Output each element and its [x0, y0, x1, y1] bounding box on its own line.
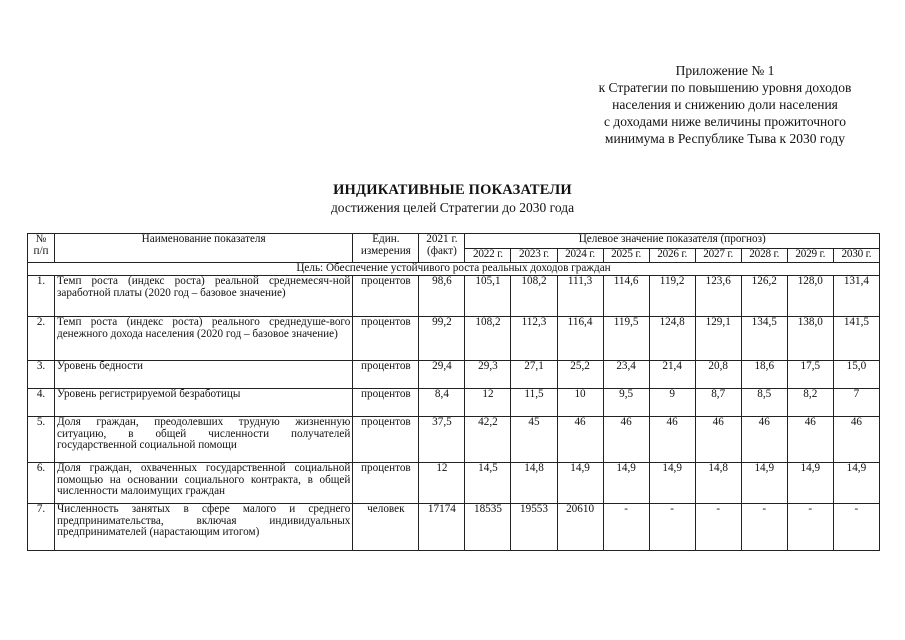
- header-fact-cell: [419, 234, 465, 263]
- target-value-cell: 14,9: [649, 463, 695, 504]
- unit-cell: процентов: [353, 389, 419, 417]
- target-value-cell: 9,5: [603, 389, 649, 417]
- header-name-cell: Наименование показателя: [55, 234, 353, 263]
- appendix-block: [560, 62, 890, 147]
- fact-value-cell: 29,4: [419, 361, 465, 389]
- target-value-cell: -: [603, 504, 649, 551]
- target-value-cell: 14,9: [603, 463, 649, 504]
- indicator-name-cell: Доля граждан, преодолевших трудную жизненную ситуацию, в общей численности получателей государственной социальной помощи: [55, 417, 353, 463]
- target-value-cell: 46: [833, 417, 879, 463]
- target-value-cell: 8,2: [787, 389, 833, 417]
- table-row: [28, 417, 880, 463]
- target-value-cell: 131,4: [833, 276, 879, 317]
- target-value-cell: 108,2: [511, 276, 557, 317]
- target-value-cell: 134,5: [741, 317, 787, 361]
- goal-cell: Цель: Обеспечение устойчивого роста реальных доходов граждан: [28, 263, 880, 276]
- target-value-cell: 10: [557, 389, 603, 417]
- unit-cell: процентов: [353, 361, 419, 389]
- table-row: [28, 361, 880, 389]
- target-value-cell: 46: [603, 417, 649, 463]
- target-value-cell: 42,2: [465, 417, 511, 463]
- header-unit-line1: Един.: [372, 233, 400, 245]
- indicator-name-cell: Доля граждан, охваченных государственной социальной помощью на основании социального контракта, в общей численности малоимущих граждан: [55, 463, 353, 504]
- target-value-cell: 17,5: [787, 361, 833, 389]
- target-value-cell: -: [695, 504, 741, 551]
- target-value-cell: -: [649, 504, 695, 551]
- fact-value-cell: 12: [419, 463, 465, 504]
- table-row: [28, 463, 880, 504]
- target-value-cell: -: [787, 504, 833, 551]
- row-number-cell: 7.: [28, 504, 55, 551]
- indicator-name-cell: Темп роста (индекс роста) реальной среднемесяч-ной заработной платы (2020 год – базовое значение): [55, 276, 353, 317]
- target-value-cell: 19553: [511, 504, 557, 551]
- target-value-cell: 8,5: [741, 389, 787, 417]
- target-value-cell: 45: [511, 417, 557, 463]
- target-value-cell: 14,8: [511, 463, 557, 504]
- fact-value-cell: 99,2: [419, 317, 465, 361]
- row-number-cell: 6.: [28, 463, 55, 504]
- target-value-cell: 14,8: [695, 463, 741, 504]
- indicator-name-cell: Численность занятых в сфере малого и среднего предпринимательства, включая индивидуальных предпринимателей (нарастающим итогом): [55, 504, 353, 551]
- document-title: ИНДИКАТИВНЫЕ ПОКАЗАТЕЛИ: [333, 182, 572, 198]
- indicators-table: [27, 233, 880, 551]
- header-fact-line1: 2021 г.: [426, 233, 458, 245]
- target-value-cell: 46: [557, 417, 603, 463]
- target-value-cell: 108,2: [465, 317, 511, 361]
- target-value-cell: 105,1: [465, 276, 511, 317]
- unit-cell: процентов: [353, 317, 419, 361]
- target-value-cell: 46: [695, 417, 741, 463]
- header-num-line2: п/п: [33, 244, 49, 257]
- unit-cell: процентов: [353, 417, 419, 463]
- target-value-cell: 20610: [557, 504, 603, 551]
- target-value-cell: 46: [741, 417, 787, 463]
- target-value-cell: 138,0: [787, 317, 833, 361]
- target-value-cell: 111,3: [557, 276, 603, 317]
- target-value-cell: 14,9: [557, 463, 603, 504]
- unit-cell: человек: [353, 504, 419, 551]
- indicator-name-cell: Уровень бедности: [55, 361, 353, 389]
- target-value-cell: 14,9: [833, 463, 879, 504]
- fact-value-cell: 17174: [419, 504, 465, 551]
- appendix-line-2: к Стратегии по повышению уровня доходов: [598, 80, 852, 95]
- target-value-cell: 46: [649, 417, 695, 463]
- goal-row: [28, 263, 880, 276]
- target-value-cell: 123,6: [695, 276, 741, 317]
- unit-cell: процентов: [353, 276, 419, 317]
- table-row: [28, 276, 880, 317]
- header-fact-line2: (факт): [426, 244, 457, 257]
- target-value-cell: 9: [649, 389, 695, 417]
- table-row: [28, 389, 880, 417]
- target-value-cell: 18,6: [741, 361, 787, 389]
- target-value-cell: 128,0: [787, 276, 833, 317]
- header-year-cell: 2028 г.: [741, 249, 787, 263]
- target-value-cell: 23,4: [603, 361, 649, 389]
- row-number-cell: 1.: [28, 276, 55, 317]
- target-value-cell: 27,1: [511, 361, 557, 389]
- fact-value-cell: 8,4: [419, 389, 465, 417]
- header-year-cell: 2027 г.: [695, 249, 741, 263]
- document-subtitle: достижения целей Стратегии до 2030 года: [330, 200, 575, 215]
- row-number-cell: 2.: [28, 317, 55, 361]
- target-value-cell: 25,2: [557, 361, 603, 389]
- header-year-cell: 2029 г.: [787, 249, 833, 263]
- header-unit-cell: [353, 234, 419, 263]
- target-value-cell: 112,3: [511, 317, 557, 361]
- indicator-name-cell: Уровень регистрируемой безработицы: [55, 389, 353, 417]
- appendix-line-1: Приложение № 1: [675, 63, 775, 78]
- header-year-cell: 2030 г.: [833, 249, 879, 263]
- target-value-cell: 12: [465, 389, 511, 417]
- appendix-line-3: населения и снижению доли населения: [612, 97, 838, 112]
- header-year-cell: 2024 г.: [557, 249, 603, 263]
- target-value-cell: 29,3: [465, 361, 511, 389]
- table-row: [28, 504, 880, 551]
- target-value-cell: 126,2: [741, 276, 787, 317]
- target-value-cell: 15,0: [833, 361, 879, 389]
- target-value-cell: 7: [833, 389, 879, 417]
- row-number-cell: 4.: [28, 389, 55, 417]
- header-target-cell: Целевое значение показателя (прогноз): [465, 234, 880, 249]
- table-row: [28, 317, 880, 361]
- indicator-name-cell: Темп роста (индекс роста) реального среднедуше-вого денежного дохода населения (2020 год – базовое значение): [55, 317, 353, 361]
- target-value-cell: 14,9: [741, 463, 787, 504]
- header-unit-line2: измерения: [360, 244, 411, 257]
- target-value-cell: 119,5: [603, 317, 649, 361]
- target-value-cell: 114,6: [603, 276, 649, 317]
- header-year-cell: 2025 г.: [603, 249, 649, 263]
- target-value-cell: 20,8: [695, 361, 741, 389]
- header-year-cell: 2026 г.: [649, 249, 695, 263]
- target-value-cell: 129,1: [695, 317, 741, 361]
- fact-value-cell: 37,5: [419, 417, 465, 463]
- target-value-cell: 11,5: [511, 389, 557, 417]
- appendix-line-4: с доходами ниже величины прожиточного: [604, 114, 846, 129]
- target-value-cell: 116,4: [557, 317, 603, 361]
- header-year-cell: 2022 г.: [465, 249, 511, 263]
- appendix-line-5: минимума в Республике Тыва к 2030 году: [604, 131, 846, 146]
- target-value-cell: 18535: [465, 504, 511, 551]
- header-num-line1: №: [35, 233, 47, 245]
- target-value-cell: -: [741, 504, 787, 551]
- target-value-cell: 14,5: [465, 463, 511, 504]
- header-num-cell: [28, 234, 55, 263]
- header-row-1: [28, 234, 880, 249]
- row-number-cell: 5.: [28, 417, 55, 463]
- target-value-cell: 141,5: [833, 317, 879, 361]
- target-value-cell: 21,4: [649, 361, 695, 389]
- row-number-cell: 3.: [28, 361, 55, 389]
- target-value-cell: -: [833, 504, 879, 551]
- fact-value-cell: 98,6: [419, 276, 465, 317]
- target-value-cell: 14,9: [787, 463, 833, 504]
- target-value-cell: 124,8: [649, 317, 695, 361]
- target-value-cell: 46: [787, 417, 833, 463]
- target-value-cell: 8,7: [695, 389, 741, 417]
- target-value-cell: 119,2: [649, 276, 695, 317]
- header-year-cell: 2023 г.: [511, 249, 557, 263]
- unit-cell: процентов: [353, 463, 419, 504]
